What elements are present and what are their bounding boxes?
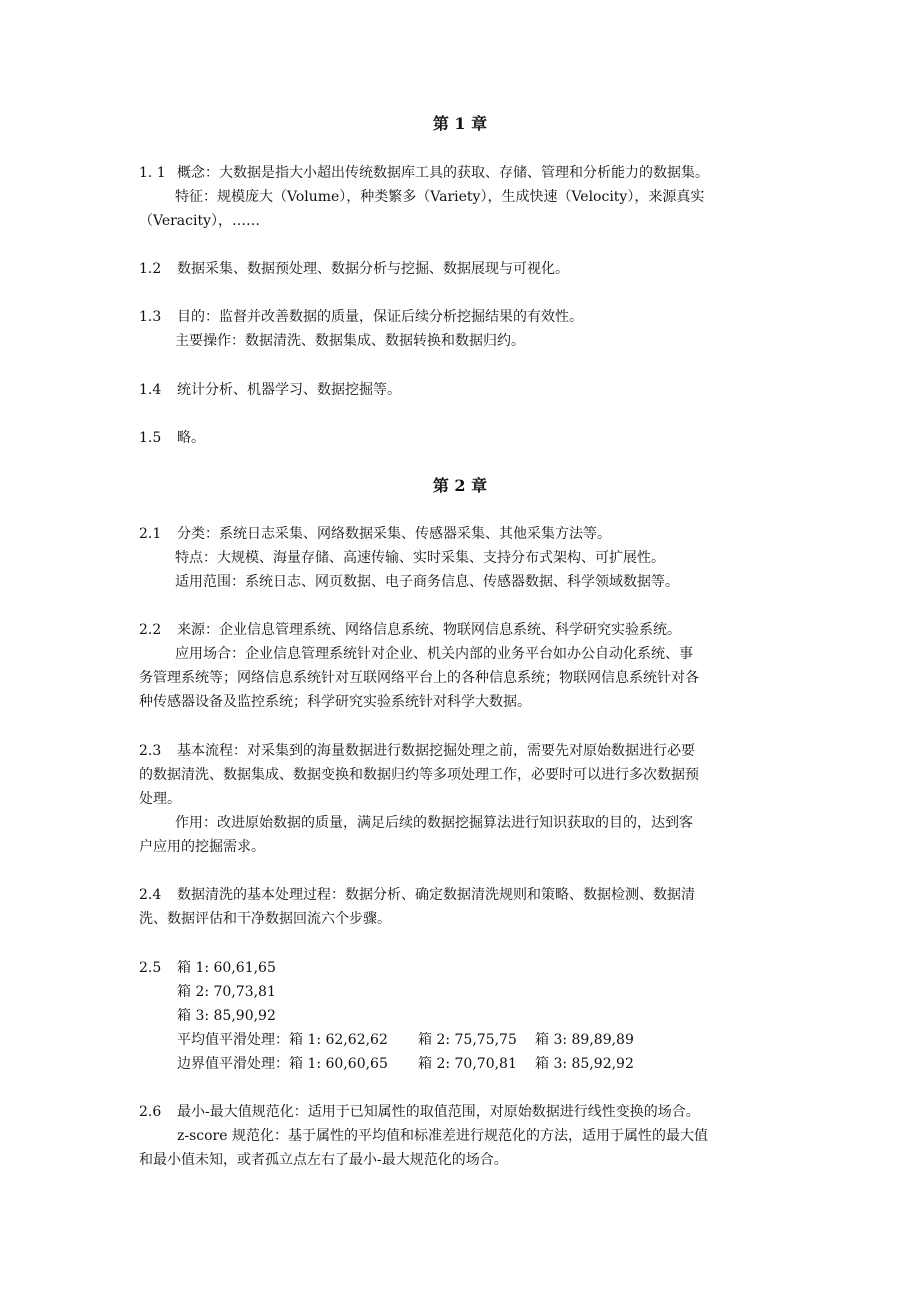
mean-smoothing-row xyxy=(177,1029,388,1051)
section-number: 1.5 xyxy=(139,430,162,446)
section-2-5-line-1 xyxy=(139,957,276,979)
mean-box-1: 箱 1: 62,62,62 xyxy=(289,1032,388,1048)
section-text: 概念：大数据是指大小超出传统数据库工具的获取、存储、管理和分析能力的数据集。 xyxy=(177,165,709,181)
section-1-4-line-1 xyxy=(139,379,401,401)
section-2-1-line-3: 适用范围：系统日志、网页数据、电子商务信息、传感器数据、科学领域数据等。 xyxy=(175,574,679,590)
section-2-3-line-5: 户应用的挖掘需求。 xyxy=(139,839,265,855)
section-text: 基本流程：对采集到的海量数据进行数据挖掘处理之前，需要先对原始数据进行必要 xyxy=(177,743,695,759)
section-text: 分类：系统日志采集、网络数据采集、传感器采集、其他采集方法等。 xyxy=(177,526,611,542)
box-1: 箱 1: 60,61,65 xyxy=(177,960,276,976)
section-number: 1.3 xyxy=(139,309,162,325)
section-2-6-line-2: z-score 规范化：基于属性的平均值和标准差进行规范化的方法，适用于属性的最大值 xyxy=(177,1128,708,1144)
section-2-2-line-2: 应用场合：企业信息管理系统针对企业、机关内部的业务平台如办公自动化系统、事 xyxy=(175,646,693,662)
section-1-3-line-2: 主要操作：数据清洗、数据集成、数据转换和数据归约。 xyxy=(175,333,525,349)
section-text: 目的：监督并改善数据的质量，保证后续分析挖掘结果的有效性。 xyxy=(177,309,583,325)
section-text: 略。 xyxy=(177,430,205,446)
boundary-smoothing-label: 边界值平滑处理： xyxy=(177,1056,289,1072)
boundary-smoothing-row xyxy=(177,1053,388,1075)
section-2-3-line-4: 作用：改进原始数据的质量，满足后续的数据挖掘算法进行知识获取的目的，达到客 xyxy=(175,815,693,831)
section-number: 2.2 xyxy=(139,622,162,638)
section-2-6-line-3: 和最小值未知，或者孤立点左右了最小-最大规范化的场合。 xyxy=(139,1152,508,1168)
section-number: 2.3 xyxy=(139,743,162,759)
section-1-3-line-1 xyxy=(139,306,583,328)
section-text: 数据清洗的基本处理过程：数据分析、确定数据清洗规则和策略、数据检测、数据清 xyxy=(177,887,695,903)
section-text: 统计分析、机器学习、数据挖掘等。 xyxy=(177,382,401,398)
mean-box-2: 箱 2: 75,75,75 xyxy=(418,1032,517,1048)
section-2-2-line-4: 种传感器设备及监控系统；科学研究实验系统针对科学大数据。 xyxy=(139,694,531,710)
chapter-2-title: 第 2 章 xyxy=(432,476,488,495)
section-text: 数据采集、数据预处理、数据分析与挖掘、数据展现与可视化。 xyxy=(177,261,569,277)
mean-box-3: 箱 3: 89,89,89 xyxy=(535,1032,634,1048)
section-1-5-line-1 xyxy=(139,427,205,449)
boundary-box-1: 箱 1: 60,60,65 xyxy=(289,1056,388,1072)
section-2-4-line-2: 洗、数据评估和干净数据回流六个步骤。 xyxy=(139,911,391,927)
section-2-3-line-2: 的数据清洗、数据集成、数据变换和数据归约等多项处理工作，必要时可以进行多次数据预 xyxy=(139,767,699,783)
section-text: 最小-最大值规范化：适用于已知属性的取值范围，对原始数据进行线性变换的场合。 xyxy=(177,1104,700,1120)
section-1-2-line-1 xyxy=(139,258,569,280)
chapter-1-title: 第 1 章 xyxy=(432,114,488,133)
section-1-1-line-1 xyxy=(139,162,709,184)
section-number: 1.2 xyxy=(139,261,162,277)
section-2-4-line-1 xyxy=(139,884,695,906)
section-2-6-line-1 xyxy=(139,1101,700,1123)
section-number: 2.4 xyxy=(139,887,162,903)
section-1-1-line-3: （Veracity），…… xyxy=(139,213,261,229)
section-2-3-line-3: 处理。 xyxy=(139,791,181,807)
section-1-1-line-2: 特征：规模庞大（Volume），种类繁多（Variety），生成快速（Velocity），来源真实 xyxy=(175,189,705,205)
boundary-box-2: 箱 2: 70,70,81 xyxy=(418,1056,517,1072)
boundary-box-3: 箱 3: 85,92,92 xyxy=(535,1056,634,1072)
section-number: 2.6 xyxy=(139,1104,162,1120)
section-2-3-line-1 xyxy=(139,740,695,762)
section-2-1-line-2: 特点：大规模、海量存储、高速传输、实时采集、支持分布式架构、可扩展性。 xyxy=(175,550,665,566)
section-number: 1. 1 xyxy=(139,165,166,181)
section-number: 1.4 xyxy=(139,382,162,398)
section-2-1-line-1 xyxy=(139,523,611,545)
box-3: 箱 3: 85,90,92 xyxy=(177,1008,276,1024)
section-number: 2.5 xyxy=(139,960,162,976)
section-text: 来源：企业信息管理系统、网络信息系统、物联网信息系统、科学研究实验系统。 xyxy=(177,622,681,638)
section-2-2-line-3: 务管理系统等；网络信息系统针对互联网络平台上的各种信息系统；物联网信息系统针对各 xyxy=(139,670,699,686)
section-number: 2.1 xyxy=(139,526,162,542)
box-2: 箱 2: 70,73,81 xyxy=(177,984,276,1000)
mean-smoothing-label: 平均值平滑处理： xyxy=(177,1032,289,1048)
section-2-2-line-1 xyxy=(139,619,681,641)
